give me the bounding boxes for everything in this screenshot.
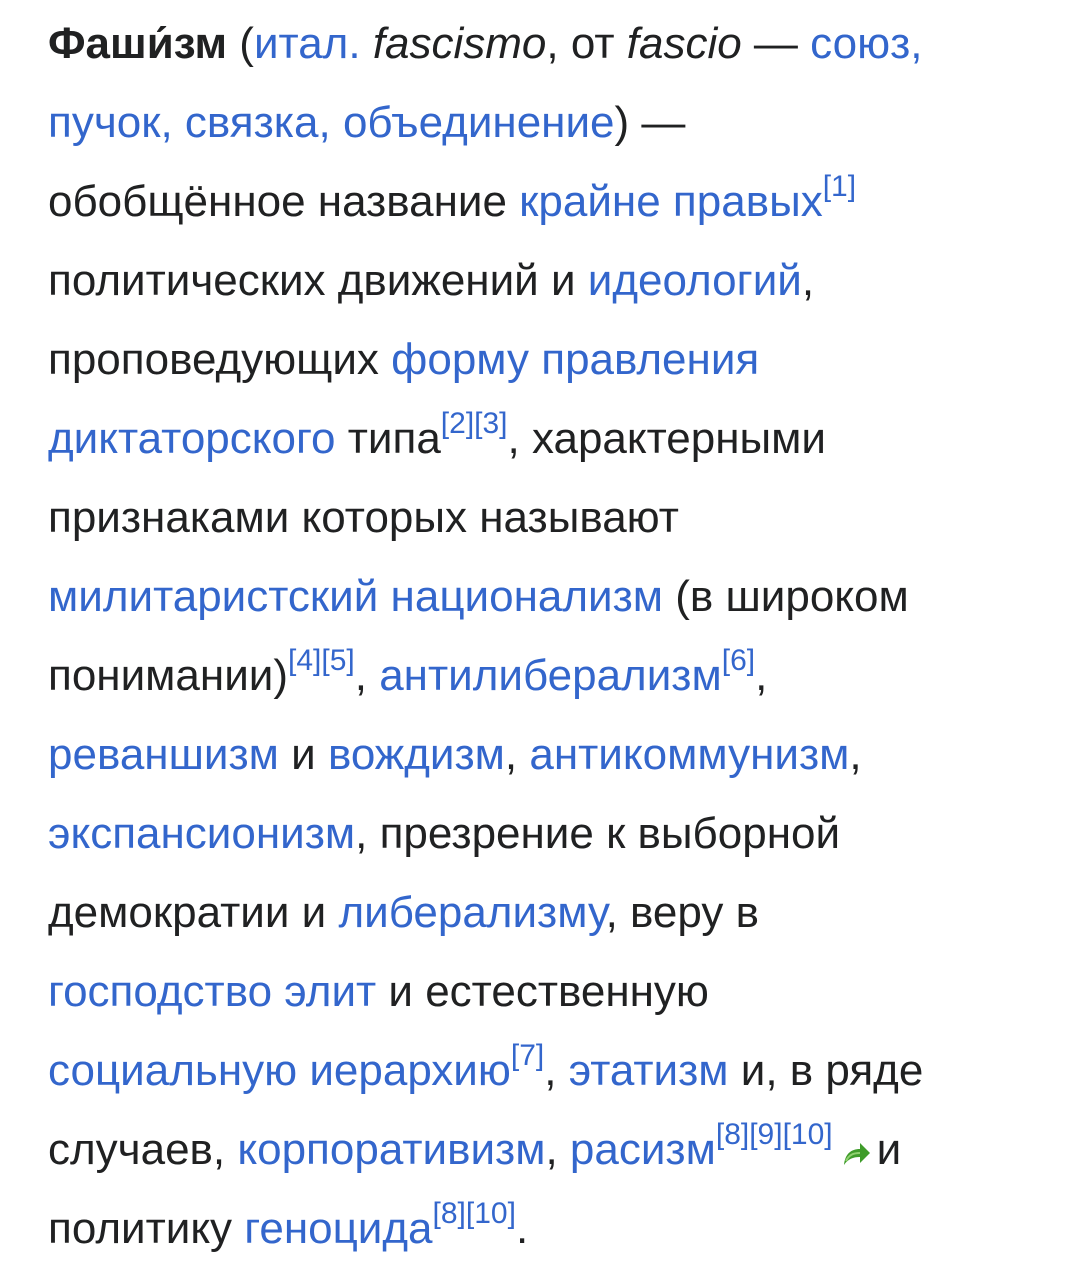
- text-run: [361, 19, 373, 68]
- text-line: [48, 4, 1048, 83]
- text-run: типа: [335, 414, 441, 463]
- text-run: политику: [48, 1204, 245, 1253]
- text-line: [48, 1110, 1048, 1189]
- text-run: обобщённое название: [48, 177, 520, 226]
- term-title: Фаши́зм: [48, 19, 228, 68]
- text-run: признаками которых называют: [48, 493, 679, 542]
- text-run: ,: [801, 256, 815, 305]
- text-run: —: [741, 19, 811, 68]
- foreign-word: fascio: [626, 19, 742, 68]
- text-run: и, в ряде: [728, 1046, 924, 1095]
- text-line: [48, 794, 1048, 873]
- link-puchok[interactable]: пучок, связка, объединение: [48, 98, 615, 147]
- ref-10-second[interactable]: [10]: [465, 1197, 516, 1231]
- ref-2[interactable]: [2]: [440, 407, 475, 441]
- link-antiliberalism[interactable]: антилиберализм: [379, 651, 722, 700]
- ref-4[interactable]: [4]: [288, 644, 322, 678]
- link-social-hierarchy[interactable]: социальную иерархию: [48, 1046, 511, 1095]
- text-line: [48, 83, 1048, 162]
- text-run: понимании): [48, 651, 289, 700]
- text-line: [48, 873, 1048, 952]
- ref-1[interactable]: [1]: [822, 170, 857, 204]
- text-run: (: [227, 19, 254, 68]
- link-revanchism[interactable]: реваншизм: [48, 730, 279, 779]
- text-line: [48, 399, 1048, 478]
- link-expansionism[interactable]: экспансионизм: [48, 809, 356, 858]
- text-run: ,: [755, 651, 768, 700]
- text-run: , от: [546, 19, 627, 68]
- text-line: [48, 1189, 1048, 1268]
- link-soyuz[interactable]: союз,: [810, 19, 923, 68]
- text-line: [48, 952, 1048, 1031]
- text-line: [48, 478, 1048, 557]
- ref-6[interactable]: [6]: [721, 644, 756, 678]
- link-racism[interactable]: расизм: [569, 1125, 716, 1174]
- ref-8-second[interactable]: [8]: [432, 1197, 466, 1231]
- green-arrow-icon[interactable]: [841, 1114, 871, 1142]
- link-corporatism[interactable]: корпоративизм: [237, 1125, 546, 1174]
- link-form-of-government[interactable]: форму правления: [391, 335, 760, 384]
- ref-10[interactable]: [10]: [782, 1118, 833, 1152]
- text-run: , веру в: [605, 888, 759, 937]
- ref-9[interactable]: [9]: [749, 1118, 783, 1152]
- link-genocide[interactable]: геноцида: [244, 1204, 433, 1253]
- text-run: проповедующих: [48, 335, 392, 384]
- text-run: ,: [504, 730, 530, 779]
- text-run: ,: [354, 651, 380, 700]
- foreign-word: fascismo: [372, 19, 547, 68]
- text-line: [48, 241, 1048, 320]
- link-far-right[interactable]: крайне правых: [519, 177, 823, 226]
- text-run: ,: [544, 1046, 569, 1095]
- text-run: (в широком: [663, 572, 909, 621]
- link-dictatorial[interactable]: диктаторского: [48, 414, 336, 463]
- link-elite-rule[interactable]: господство элит: [48, 967, 377, 1016]
- text-line: [48, 557, 1048, 636]
- text-run: демократии и: [48, 888, 339, 937]
- link-liberalism[interactable]: либерализму: [338, 888, 606, 937]
- text-run: , презрение к выборной: [355, 809, 841, 858]
- ref-3[interactable]: [3]: [474, 407, 508, 441]
- text-line: [48, 1031, 1048, 1110]
- link-ideology[interactable]: идеологий: [587, 256, 802, 305]
- link-militarist-nationalism[interactable]: милитаристский национализм: [48, 572, 664, 621]
- link-statism[interactable]: этатизм: [568, 1046, 729, 1095]
- text-run: ,: [545, 1125, 570, 1174]
- link-ital-abbr[interactable]: итал.: [253, 19, 361, 68]
- link-anticommunism[interactable]: антикоммунизм: [529, 730, 850, 779]
- text-line: [48, 636, 1048, 715]
- text-line: [48, 320, 1048, 399]
- text-run: , характерными: [507, 414, 826, 463]
- text-run: и: [876, 1125, 902, 1174]
- text-run: политических движений и: [48, 256, 588, 305]
- text-run: и естественную: [376, 967, 709, 1016]
- text-run: случаев,: [48, 1125, 238, 1174]
- text-line: [48, 162, 1048, 241]
- text-line: [48, 715, 1048, 794]
- ref-7[interactable]: [7]: [510, 1039, 545, 1073]
- text-run: ,: [849, 730, 862, 779]
- text-run: .: [515, 1204, 529, 1253]
- link-vozhdism[interactable]: вождизм: [327, 730, 505, 779]
- text-run: ) —: [614, 98, 686, 147]
- ref-8[interactable]: [8]: [715, 1118, 750, 1152]
- article-lead-paragraph: [48, 4, 1048, 1268]
- text-run: и: [278, 730, 328, 779]
- ref-5[interactable]: [5]: [321, 644, 355, 678]
